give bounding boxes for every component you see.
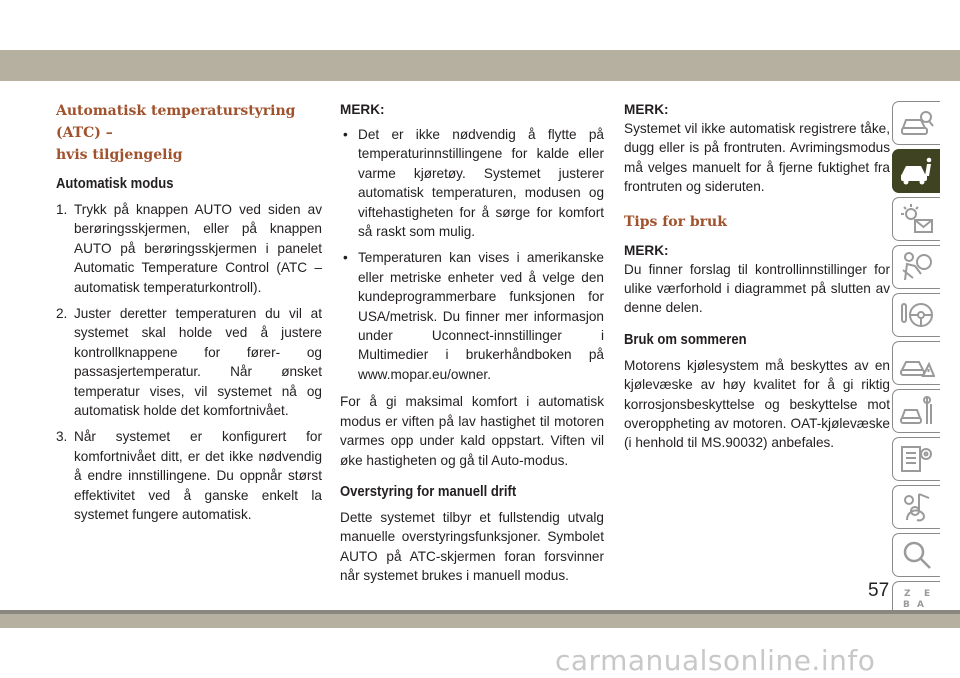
- chapter-tabs: [892, 101, 942, 629]
- tab-car-info[interactable]: [892, 149, 940, 193]
- airbag-safety-icon: [899, 250, 935, 284]
- list-item: [340, 125, 604, 241]
- tab-starting-driving[interactable]: [892, 293, 940, 337]
- section-title-line-2: hvis tilgjengelig: [56, 147, 183, 163]
- svg-text:Z: Z: [903, 589, 911, 599]
- tab-car-search[interactable]: [892, 101, 940, 145]
- paragraph: Motorens kjølesystem må beskyttes av en kjølevæske av høy kvalitet for å gi riktig korrosjonsbeskyttelse og beskyttelse mot overoppheting av motoren. OAT-kjølevæske (i henhold til MS.90032) anbefales.: [624, 357, 890, 451]
- warning-light-message-icon: [899, 202, 935, 236]
- subheading-summer: Bruk om sommeren: [624, 331, 747, 348]
- step-number: 3.: [56, 429, 68, 445]
- note-label: MERK:: [340, 102, 385, 117]
- step-number: 2.: [56, 306, 68, 322]
- tab-warning-lights[interactable]: [892, 197, 940, 241]
- list-item: [56, 427, 322, 524]
- paragraph: Du finner forslag til kontrollinnstillinger for ulike værforhold i diagrammet på slutten av denne delen.: [624, 261, 890, 316]
- bullet-text: Temperaturen kan vises i amerikanske eller metriske enheter ved å velge den kundeprogrammerbare funksjonen for USA/metrisk. Du finner mer informasjon under Uconnect-innstillinger i Multimedier i brukerhåndboken på www.mopar.eu/owner.: [358, 250, 604, 382]
- steps-list: [56, 200, 322, 525]
- section-title-tips: Tips for bruk: [624, 213, 727, 230]
- footer-bar: [0, 614, 960, 628]
- note-label: MERK:: [624, 242, 669, 258]
- car-tools-icon: [899, 394, 935, 428]
- paragraph: Dette systemet tilbyr et fullstendig utvalg manuelle overstyringsfunksjoner. Symbolet AUTO på ATC-skjermen foran forsvinner når systemet brukes i manuell modus.: [340, 509, 604, 584]
- steering-wheel-key-icon: [899, 298, 935, 332]
- svg-text:B: B: [902, 600, 910, 610]
- tab-multimedia[interactable]: [892, 485, 940, 529]
- bullet-text: Det er ikke nødvendig å flytte på temperaturinnstillingene for kalde eller varme kjøretøy. Systemet justerer automatisk temperaturen, modusen og viftehastigheten for å sørge for komfort så raskt som mulig.: [358, 127, 604, 240]
- list-item: [56, 200, 322, 297]
- step-number: 1.: [56, 202, 68, 217]
- bullet-icon: •: [343, 127, 348, 142]
- tab-customer-assistance[interactable]: [892, 533, 940, 577]
- note-bullets: [340, 125, 604, 384]
- svg-text:E: E: [923, 589, 930, 599]
- column-1: [56, 100, 322, 532]
- paragraph: Systemet vil ikke automatisk registrere tåke, dugg eller is på frontruten. Avrimingsmodus må velges manuelt for å fjerne fuktighet fra frontruten og sideruten.: [624, 121, 890, 195]
- paragraph: For å gi maksimal komfort i automatisk modus er viften på lav hastighet til motoren varmes opp under kald oppstart. Viften vil øke hastigheten og gå til Auto-modus.: [340, 394, 604, 468]
- subheading-automatic-mode: Automatisk modus: [56, 176, 174, 192]
- tab-servicing[interactable]: [892, 389, 940, 433]
- list-item: [56, 304, 322, 420]
- section-title-line-1: Automatisk temperaturstyring (ATC) –: [56, 103, 296, 141]
- step-text: Trykk på knappen AUTO ved siden av berøringsskjermen, eller på knappen AUTO på berøringsskjermen i panelet Automatic Temperature Control (ATC – automatisk temperaturkontroll).: [74, 202, 322, 295]
- section-title: [56, 100, 322, 166]
- page-number: 57: [868, 580, 890, 601]
- multimedia-note-icon: [899, 490, 935, 524]
- magnifier-icon: [899, 538, 935, 572]
- bullet-icon: •: [343, 250, 348, 266]
- column-2: [340, 100, 604, 586]
- step-text: Når systemet er konfigurert for komfortnivået ditt, er det ikke nødvendig å endre innstillingene. Du oppnår størst effektivitet ved å ganske enkelt la systemet fungere automatisk.: [74, 429, 322, 523]
- tab-safety[interactable]: [892, 245, 940, 289]
- watermark: carmanualsonline.info: [555, 644, 876, 677]
- column-3: [624, 100, 890, 453]
- note-label: MERK:: [624, 102, 669, 117]
- header-bar: [0, 50, 960, 81]
- car-search-icon: [899, 106, 935, 140]
- tab-specifications[interactable]: [892, 437, 940, 481]
- step-text: Juster deretter temperaturen du vil at systemet skal holde ved å justere kontrollknappene for fører- og passasjertemperatur. Når ønsket temperatur vises, vil systemet nå og automatisk holde det komfortnivået.: [74, 306, 322, 419]
- svg-text:A: A: [916, 600, 924, 610]
- specifications-gear-icon: [899, 442, 935, 476]
- top-margin: [0, 0, 960, 50]
- tab-emergency[interactable]: [892, 341, 940, 385]
- car-info-icon: [899, 154, 935, 188]
- subheading-manual-override: Overstyring for manuell drift: [340, 483, 517, 500]
- roadside-emergency-icon: [899, 346, 935, 380]
- list-item: [340, 248, 604, 384]
